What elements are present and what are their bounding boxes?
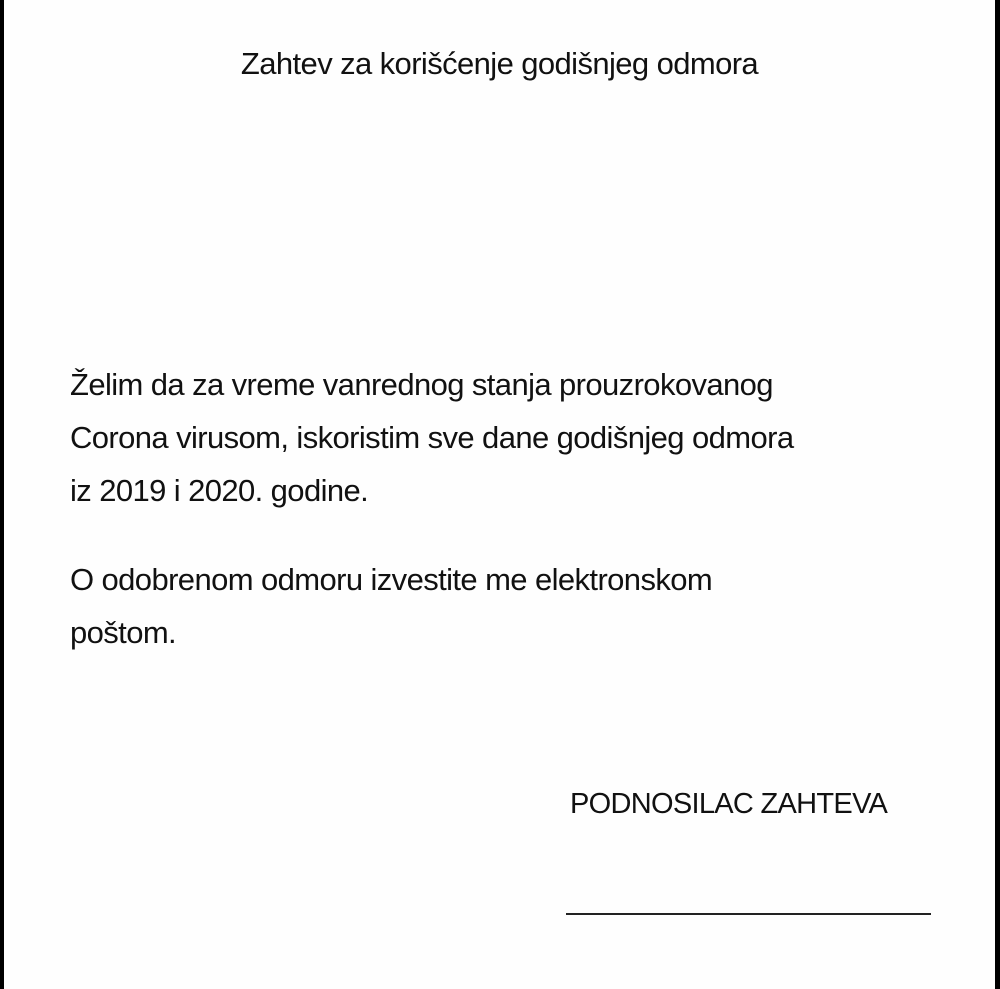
paragraph-line: poštom.: [70, 615, 177, 650]
paragraph-request: [70, 358, 950, 517]
paragraph-line: O odobrenom odmoru izvestite me elektronskom: [70, 562, 713, 597]
paragraph-line: Corona virusom, iskoristim sve dane godišnjeg odmora: [70, 420, 794, 455]
paragraph-line: Želim da za vreme vanrednog stanja prouzrokovanog: [70, 367, 773, 402]
paragraph-line: iz 2019 i 2020. godine.: [70, 473, 369, 508]
document-page: [4, 0, 995, 989]
document-title: Zahtev za korišćenje godišnjeg odmora: [240, 46, 759, 81]
paragraph-notification: [70, 553, 950, 659]
signature-label: PODNOSILAC ZAHTEVA: [570, 788, 888, 820]
signature-line: [566, 913, 931, 915]
